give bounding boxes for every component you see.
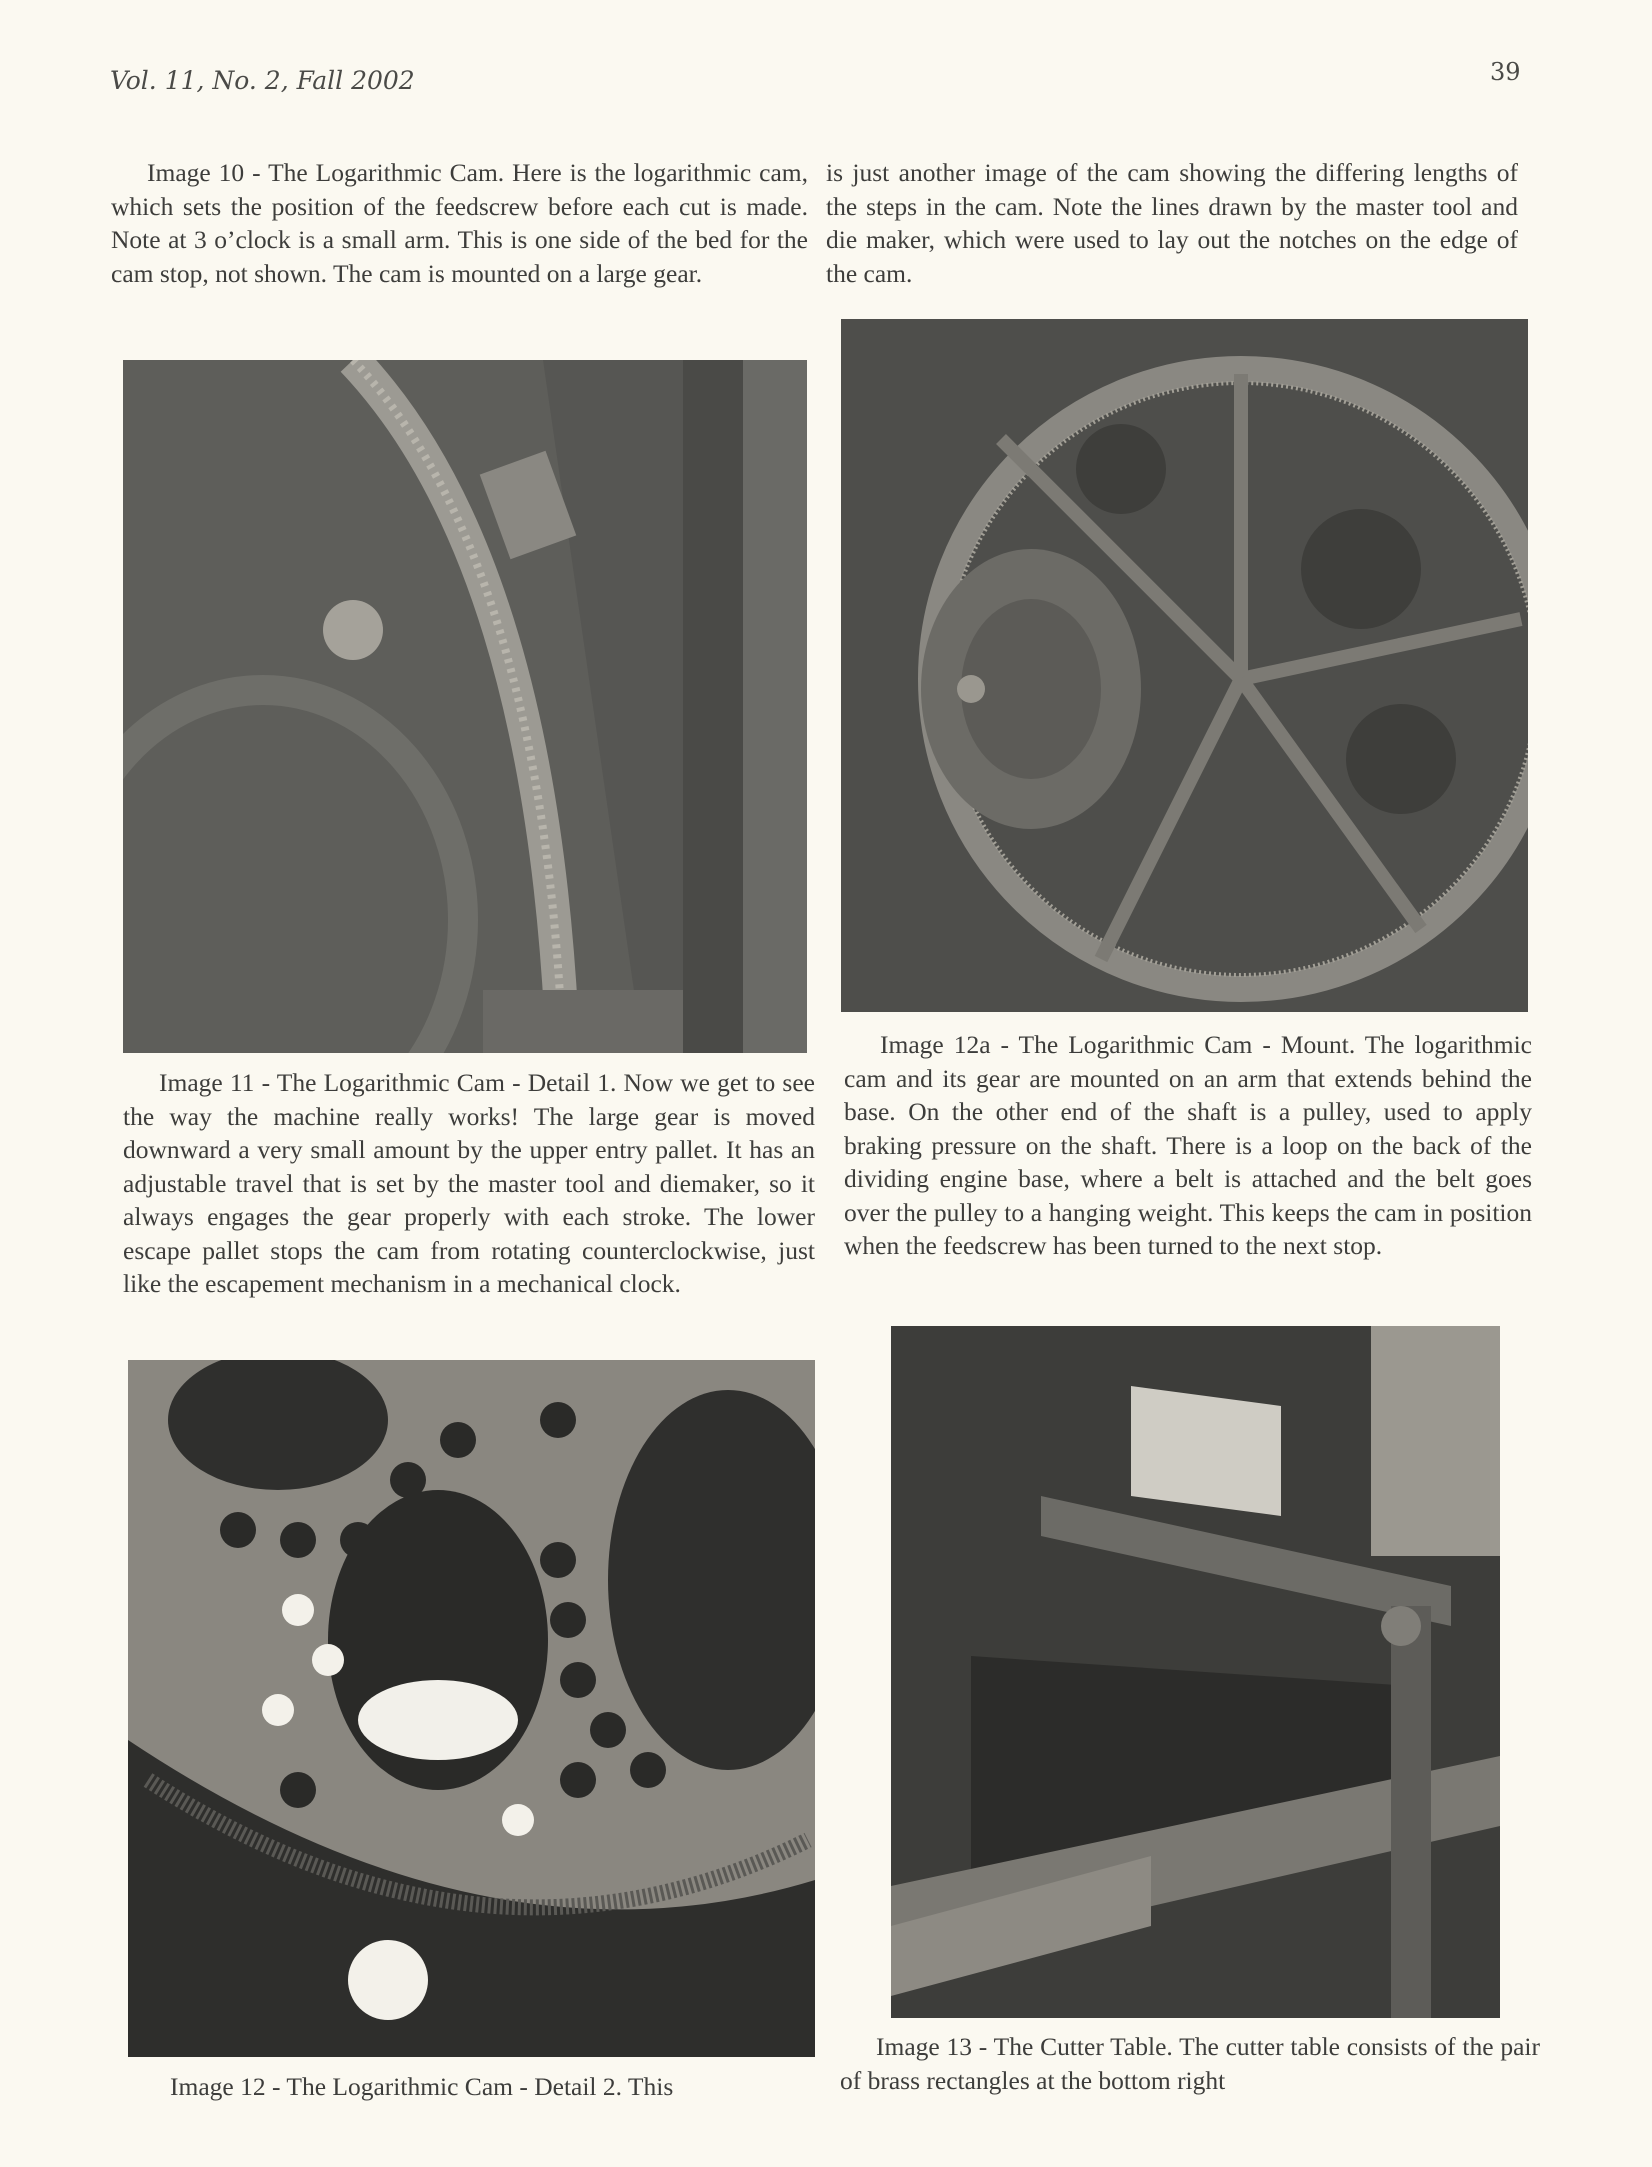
photo-image-13 bbox=[891, 1326, 1500, 2018]
photo-image-13-graphic bbox=[891, 1326, 1500, 2018]
caption-image-12a: Image 12a - The Logarithmic Cam - Mount. The logarithmic cam and its gear are mounted on an arm that extends behind the base. On the other end of the shaft is a pulley, used to apply braking pressure on the shaft. There is a loop on the back of the dividing engine base, where a belt is attached and the belt goes over the pulley to a hanging weight. This keeps the cam in position when the feedscrew has been turned to the next stop. bbox=[844, 1030, 1532, 1260]
page-number: 39 bbox=[1490, 58, 1521, 86]
photo-image-11-graphic bbox=[123, 360, 807, 1053]
running-title: Vol. 11, No. 2, Fall 2002 bbox=[110, 66, 415, 95]
caption-image-12-continuation: is just another image of the cam showing the differing lengths of the steps in the cam. Note the lines drawn by the master tool and die maker, which were used to lay out the notches on the edge of the cam. bbox=[826, 158, 1518, 288]
caption-image-12: Image 12 - The Logarithmic Cam - Detail 2. This bbox=[170, 2072, 674, 2101]
photo-image-12-graphic bbox=[128, 1360, 815, 2057]
photo-image-12a bbox=[841, 319, 1528, 1012]
caption-image-10: Image 10 - The Logarithmic Cam. Here is the logarithmic cam, which sets the position of the feedscrew before each cut is made. Note at 3 o’clock is a small arm. This is one side of the bed for the cam stop, not shown. The cam is mounted on a large gear. bbox=[111, 158, 808, 288]
photo-image-11 bbox=[123, 360, 807, 1053]
photo-image-12 bbox=[128, 1360, 815, 2057]
photo-image-12a-graphic bbox=[841, 319, 1528, 1012]
caption-image-13: Image 13 - The Cutter Table. The cutter table consists of the pair of brass rectangles at the bottom right bbox=[840, 2032, 1540, 2095]
caption-image-11: Image 11 - The Logarithmic Cam - Detail 1. Now we get to see the way the machine really works! The large gear is moved downward a very small amount by the upper entry pallet. It has an adjustable travel that is set by the master tool and diemaker, so it always engages the gear properly with each stroke. The lower escape pallet stops the cam from rotating counterclockwise, just like the escapement mechanism in a mechanical clock. bbox=[123, 1068, 815, 1298]
